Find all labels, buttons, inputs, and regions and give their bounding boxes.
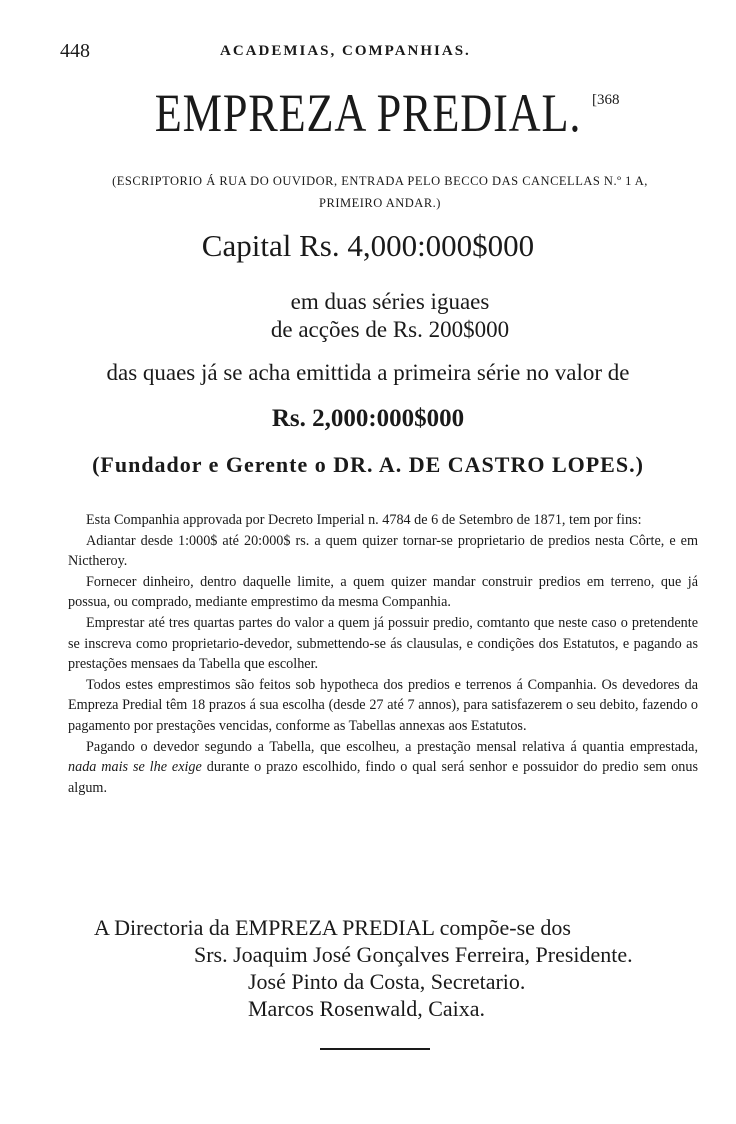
paragraph-funding: Fornecer dinheiro, dentro daquelle limite, a quem quizer mandar construir predios em terreno, que já possua, ou comprado, mediante emprestimo da mesma Companhia.	[68, 573, 698, 611]
page-header	[60, 40, 680, 64]
company-description	[68, 510, 698, 798]
payment-text-end: durante o prazo escolhido, findo o qual será senhor e possuidor do predio sem onus algum.	[68, 759, 698, 796]
director-president: Srs. Joaquim José Gonçalves Ferreira, Presidente.	[194, 942, 633, 967]
payment-text-italic: nada mais se lhe exige	[68, 759, 202, 776]
paragraph-approval: Esta Companhia approvada por Decreto Imperial n. 4784 de 6 de Setembro de 1871, tem por fins:	[86, 512, 642, 528]
paragraph-advance: Adiantar desde 1:000$ até 20:000$ rs. a quem quizer tornar-se proprietario de predios nesta Côrte, e em Nictheroy.	[68, 532, 698, 570]
running-head: ACADEMIAS, COMPANHIAS.	[220, 43, 471, 59]
company-title: EMPREZA PREDIAL.	[154, 83, 582, 143]
capital-statement: Capital Rs. 4,000:000$000	[201, 228, 535, 263]
board-of-directors	[94, 914, 714, 1022]
series-line-1: em duas séries iguaes	[290, 289, 490, 314]
entry-number: [368	[592, 92, 620, 108]
paragraph-payment	[68, 737, 698, 799]
page-number: 448	[60, 40, 90, 62]
office-address	[62, 170, 698, 214]
address-line-2: PRIMEIRO ANDAR.)	[319, 196, 441, 210]
founder-line: (Fundador e Gerente o DR. A. DE CASTRO LOPES.)	[92, 452, 644, 477]
closing-rule	[320, 1048, 430, 1050]
paragraph-lending: Emprestar até tres quartas partes do valor a quem já possuir predio, comtanto que neste caso o pretendente se inscreva como proprietario-devedor, submettendo-se ás clausulas, e condições dos Estatutos, e pagando as prestações mensaes da Tabella que escolher.	[68, 614, 698, 673]
paragraph-mortgage: Todos estes emprestimos são feitos sob hypotheca dos predios e terrenos á Companhia. Os devedores da Empreza Predial têm 18 prazos á sua escolha (desde 27 até 7 annos), para satisfazerem o seu debito, fazendo o pagamento por prestações vencidas, conforme as Tabellas annexas aos Estatutos.	[68, 676, 698, 734]
directors-intro: A Directoria da EMPREZA PREDIAL compõe-se dos	[94, 915, 571, 940]
emitted-statement: das quaes já se acha emittida a primeira série no valor de	[106, 360, 630, 385]
director-secretary: José Pinto da Costa, Secretario.	[248, 969, 526, 994]
director-treasurer: Marcos Rosenwald, Caixa.	[248, 996, 486, 1021]
share-series	[220, 288, 560, 344]
emitted-amount: Rs. 2,000:000$000	[271, 405, 465, 432]
series-line-2: de acções de Rs. 200$000	[270, 317, 510, 342]
address-line-1: (ESCRIPTORIO Á RUA DO OUVIDOR, ENTRADA PELO BECCO DAS CANCELLAS N.º 1 A,	[112, 174, 648, 188]
payment-text-start: Pagando o devedor segundo a Tabella, que escolheu, a prestação mensal relativa á quantia emprestada,	[86, 738, 698, 755]
